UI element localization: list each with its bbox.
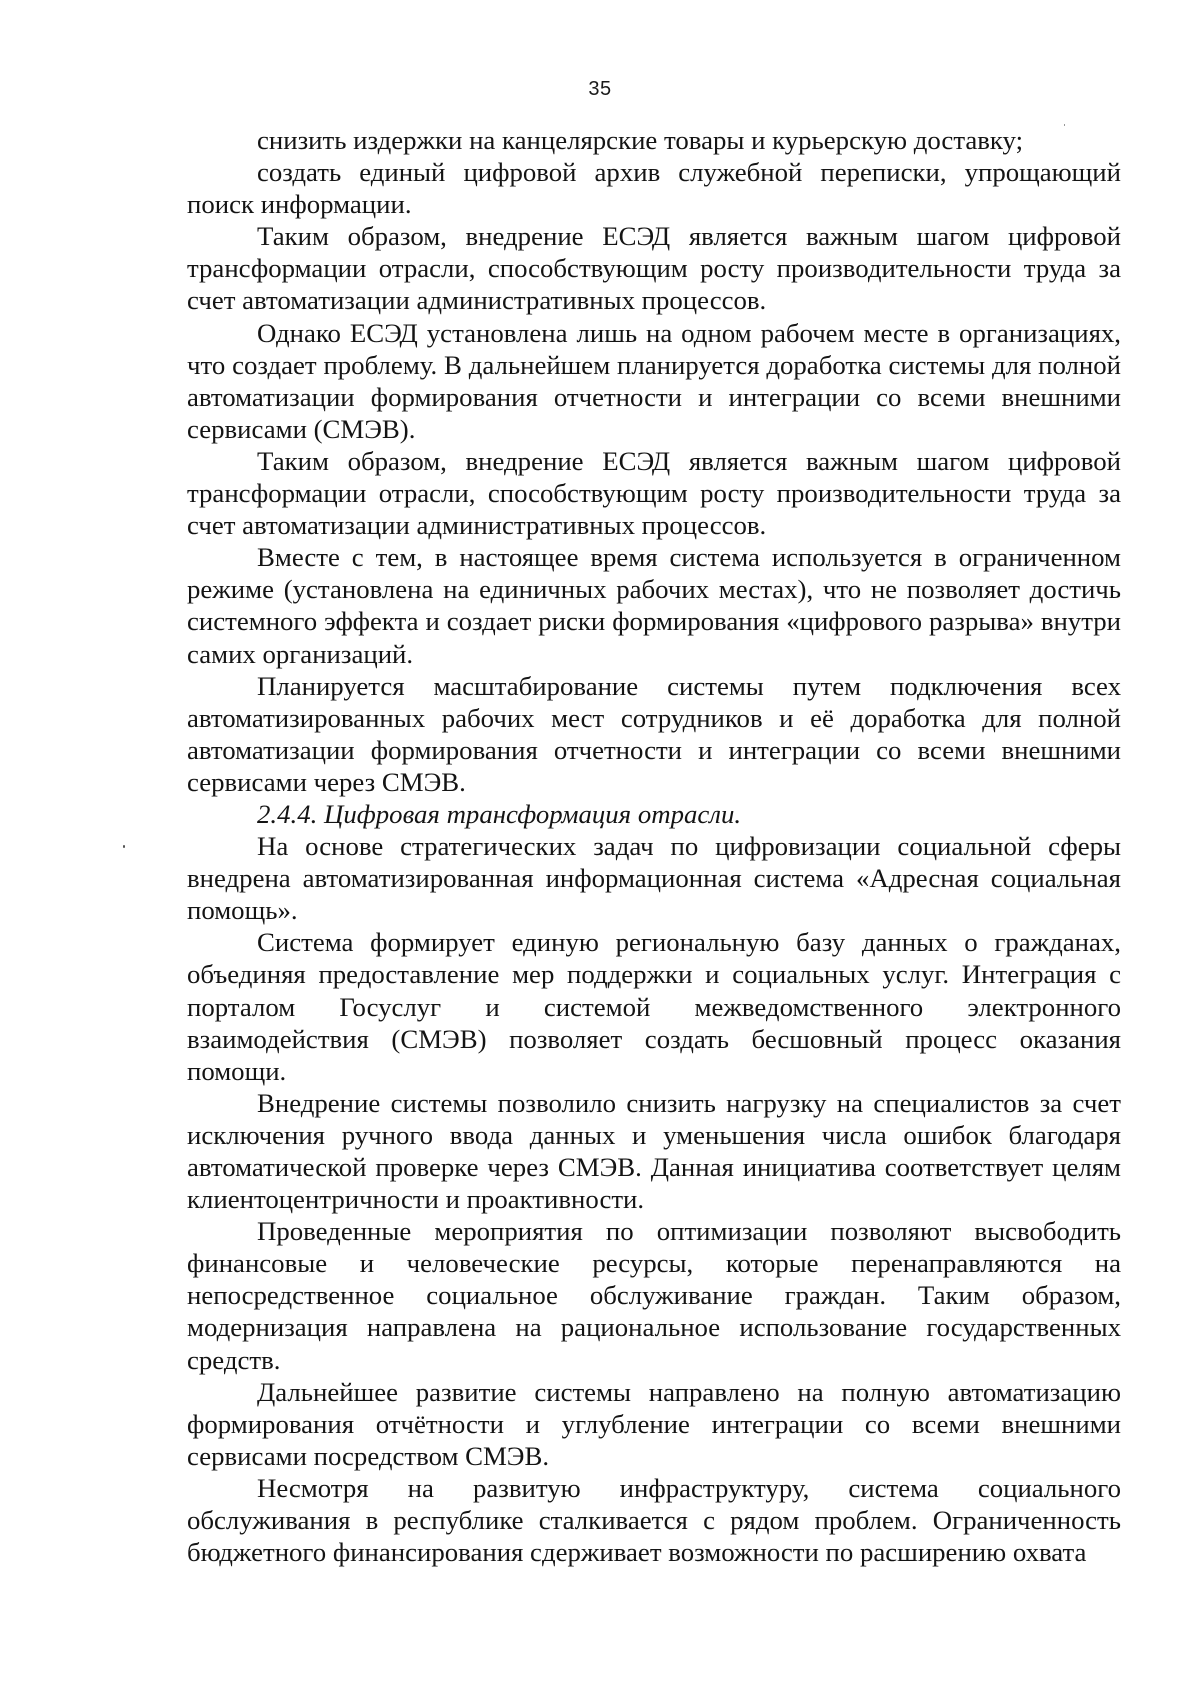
- paragraph-esed-importance: Таким образом, внедрение ЕСЭД является важным шагом цифровой трансформации отрасли, способствующим росту производительности труда за счет автоматизации административных процессов.: [187, 221, 1121, 316]
- paragraph-optimization-measures: Проведенные мероприятия по оптимизации позволяют высвободить финансовые и человеческие ресурсы, которые перенаправляются на непосредственное социальное обслуживание граждан. Таким образом, модернизация направлена на рациональное использование государственных средств.: [187, 1216, 1121, 1375]
- scan-speck: [123, 845, 125, 848]
- paragraph-reduce-costs: снизить издержки на канцелярские товары и курьерскую доставку;: [257, 125, 1024, 155]
- paragraph-problems: Несмотря на развитую инфраструктуру, система социального обслуживания в республике сталкивается с рядом проблем. Ограниченность бюджетного финансирования сдерживает возможности по расширению охвата: [187, 1472, 1121, 1568]
- paragraph-limited-mode: Вместе с тем, в настоящее время система используется в ограниченном режиме (установлена на единичных рабочих местах), что не позволяет достичь системного эффекта и создает риски формирования «цифрового разрыва» внутри самих организаций.: [187, 542, 1121, 669]
- paragraph-esed-single-workplace: Однако ЕСЭД установлена лишь на одном рабочем месте в организациях, что создает проблему. В дальнейшем планируется доработка системы для полной автоматизации формирования отчетности и интеграции со всеми внешними сервисами (СМЭВ).: [187, 317, 1121, 444]
- paragraph-scaling-plan: Планируется масштабирование системы путем подключения всех автоматизированных рабочих мест сотрудников и её доработка для полной автоматизации формирования отчетности и интеграции со всеми внешними сервисами через СМЭВ.: [187, 670, 1121, 797]
- paragraph-regional-database: Система формирует единую региональную базу данных о гражданах, объединяя предоставление мер поддержки и социальных услуг. Интеграция с порталом Госуслуг и системой межведомственного электронного взаимодействия (СМЭВ) позволяет создать бесшовный процесс оказания помощи.: [187, 927, 1121, 1086]
- paragraph-reduced-workload: Внедрение системы позволило снизить нагрузку на специалистов за счет исключения ручного ввода данных и уменьшения числа ошибок благодаря автоматической проверке через СМЭВ. Данная инициатива соответствует целям клиентоцентричности и проактивности.: [187, 1087, 1121, 1215]
- page-number: 35: [588, 78, 612, 100]
- paragraph-further-development: Дальнейшее развитие системы направлено на полную автоматизацию формирования отчётности и углубление интеграции со всеми внешними сервисами посредством СМЭВ.: [187, 1376, 1121, 1471]
- paragraph-esed-importance-repeat: Таким образом, внедрение ЕСЭД является важным шагом цифровой трансформации отрасли, способствующим росту производительности труда за счет автоматизации административных процессов.: [187, 445, 1121, 541]
- section-heading-2-4-4: 2.4.4. Цифровая трансформация отрасли.: [257, 798, 742, 829]
- paragraph-digital-archive: создать единый цифровой архив служебной переписки, упрощающий поиск информации.: [187, 157, 1121, 220]
- paragraph-ais-introduced: На основе стратегических задач по цифровизации социальной сферы внедрена автоматизированная информационная система «Адресная социальная помощь».: [187, 831, 1121, 926]
- scan-speck: [1064, 124, 1065, 126]
- document-body: [187, 124, 1121, 1568]
